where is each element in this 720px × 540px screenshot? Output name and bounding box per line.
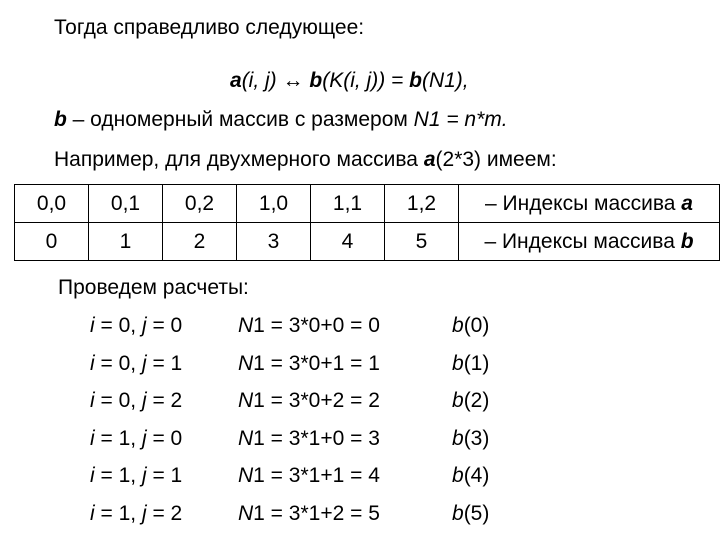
b-expr: N1 = n*m. [413,108,508,131]
formula-rhs2: (N1), [421,69,469,92]
cell-a-0: 0,0 [15,185,89,223]
formula-rhs1: (K(i, j)) = [322,69,410,92]
cell-b-2: 2 [163,223,237,261]
cell-b-1: 1 [89,223,163,261]
example-a: a [423,148,436,171]
row-a-var: a [681,191,693,215]
arrow-icon: ↔ [282,69,304,92]
b-var: b [54,108,67,131]
calc-n: N1 = 3*0+2 = 2 [238,389,380,412]
calc-b: b(4) [452,464,490,487]
row-b-label [459,223,720,261]
calc-n: N1 = 3*1+2 = 5 [238,502,380,525]
formula-ij: (i, j) [241,69,277,92]
cell-b-4: 4 [311,223,385,261]
example-text: Например, для двухмерного массива [54,148,424,171]
calc-ij: i = 1, j = 2 [90,502,183,525]
cell-a-2: 0,2 [163,185,237,223]
mapping-formula [230,69,469,93]
example-line [54,148,557,172]
calc-ij: i = 1, j = 0 [90,427,183,450]
row-b-label-text: – Индексы массива [484,229,681,253]
b-description [54,108,508,132]
example-tail: (2*3) имеем: [435,148,557,171]
cell-a-5: 1,2 [385,185,459,223]
table-row-b [15,223,720,261]
formula-b2: b [409,69,422,92]
calc-n: N1 = 3*0+0 = 0 [238,314,380,337]
cell-a-4: 1,1 [311,185,385,223]
cell-b-5: 5 [385,223,459,261]
calc-n: N1 = 3*1+1 = 4 [238,464,380,487]
calc-ij: i = 0, j = 0 [90,314,183,337]
index-table [14,184,720,261]
row-a-label-text: – Индексы массива [485,191,682,215]
cell-a-3: 1,0 [237,185,311,223]
calc-b: b(2) [452,389,490,412]
formula-b: b [309,69,323,92]
calc-ij: i = 1, j = 1 [90,464,183,487]
row-a-label [459,185,720,223]
calc-b: b(3) [452,427,490,450]
calc-b: b(0) [452,314,490,337]
calc-b: b(1) [452,352,490,375]
calc-n: N1 = 3*1+0 = 3 [238,427,380,450]
cell-b-0: 0 [15,223,89,261]
calc-ij: i = 0, j = 1 [90,352,183,375]
formula-a: a [230,69,242,92]
cell-a-1: 0,1 [89,185,163,223]
cell-b-3: 3 [237,223,311,261]
calc-n: N1 = 3*0+1 = 1 [238,352,380,375]
table-row-a [15,185,720,223]
calc-ij: i = 0, j = 2 [90,389,183,412]
calc-b: b(5) [452,502,490,525]
calc-heading: Проведем расчеты: [58,276,249,299]
heading: Тогда справедливо следующее: [54,16,365,39]
row-b-var: b [680,229,694,253]
b-text: – одномерный массив с размером [66,108,414,131]
